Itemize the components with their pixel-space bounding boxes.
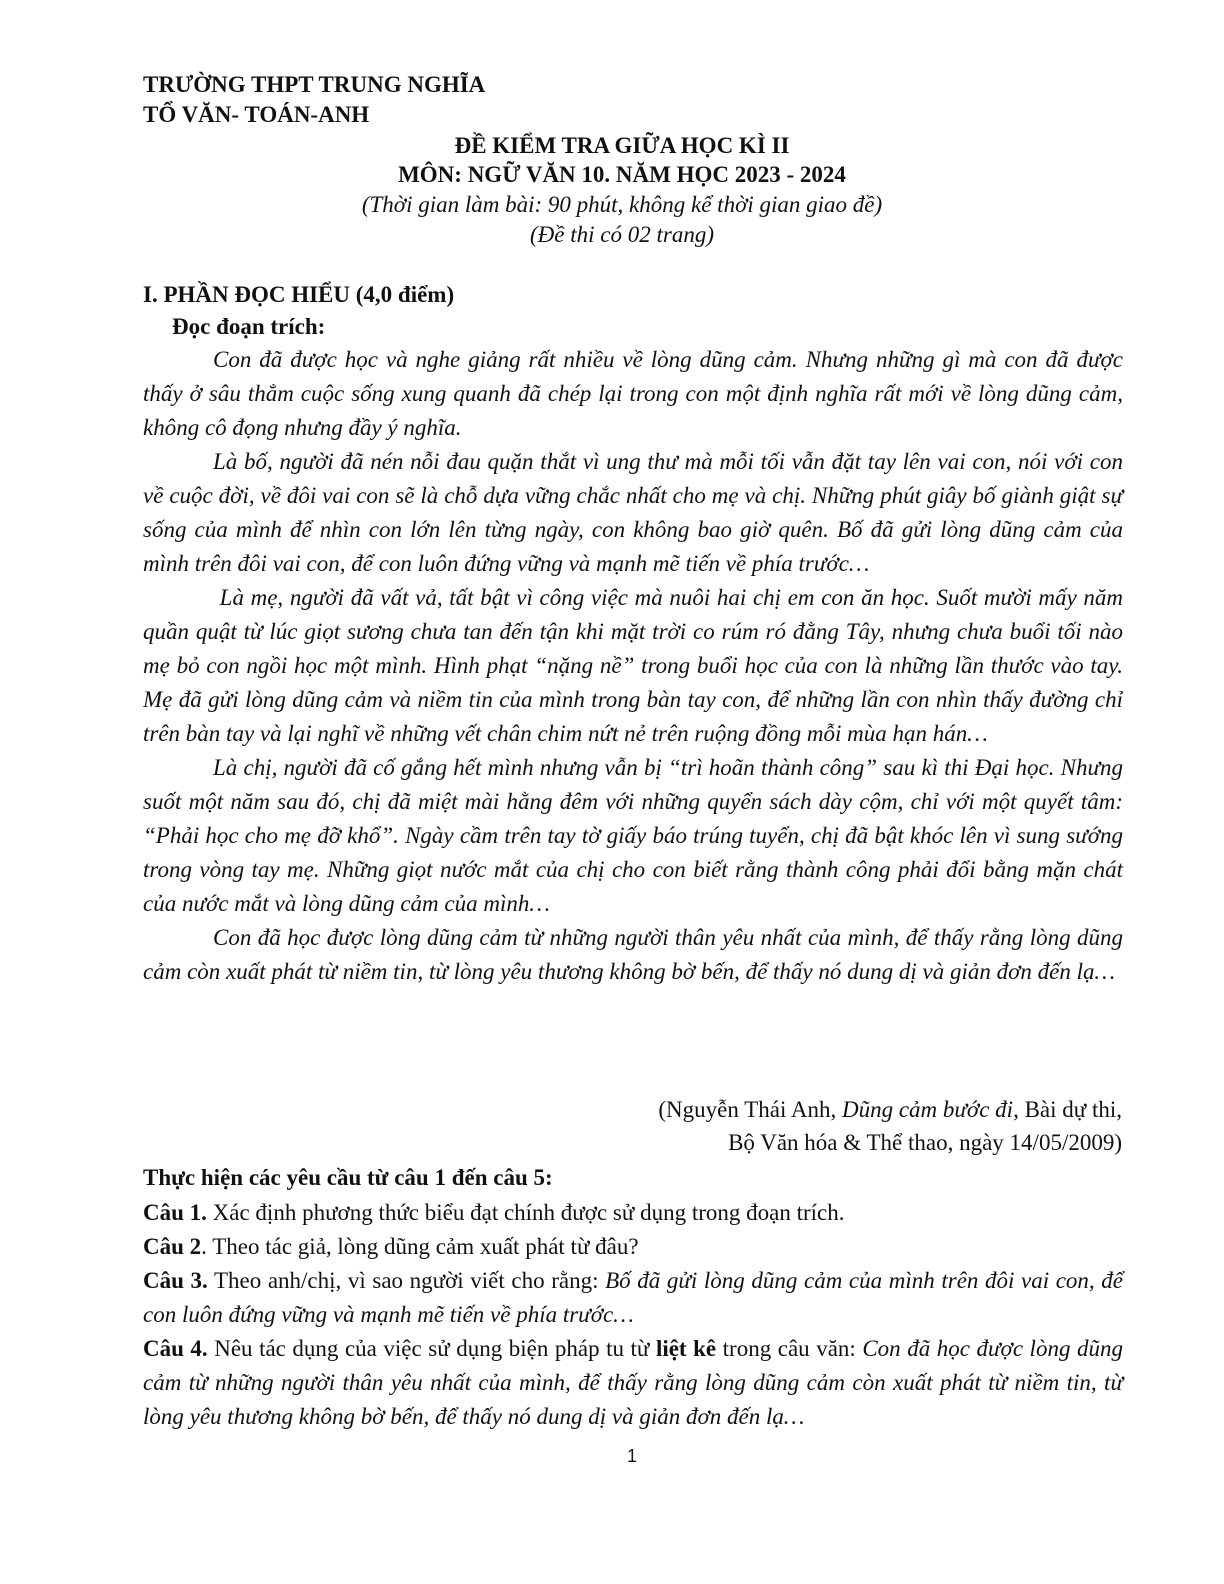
excerpt — [143, 343, 1123, 989]
question-4: Câu 4. Nêu tác dụng của việc sử dụng biện pháp tu từ liệt kê trong câu văn: Con đã học được lòng dũng cảm từ những người thân yêu nhất của mình, để thấy rằng lòng dũng cảm còn xuất phát từ niềm tin, từ lòng yêu thương không bờ bến, để thấy nó dung dị và giản đơn đến lạ… — [143, 1336, 1123, 1429]
question-3: Câu 3. Theo anh/chị, vì sao người viết cho rằng: Bố đã gửi lòng dũng cảm của mình trên đôi vai con, để con luôn đứng vững và mạnh mẽ tiến về phía trước… — [143, 1268, 1124, 1327]
excerpt-paragraph: Con đã được học và nghe giảng rất nhiều về lòng dũng cảm. Nhưng những gì mà con đã được thấy ở sâu thẳm cuộc sống xung quanh đã chép lại trong con một định nghĩa rất mới về lòng dũng cảm, không cô đọng nhưng đầy ý nghĩa. — [143, 347, 1123, 440]
question-2: Câu 2. Theo tác giả, lòng dũng cảm xuất phát từ đâu? — [143, 1234, 639, 1259]
subject-line: MÔN: NGỮ VĂN 10. NĂM HỌC 2023 - 2024 — [398, 162, 846, 187]
excerpt-paragraph: Là bố, người đã nén nỗi đau quặn thắt vì ung thư mà mỗi tối vẫn đặt tay lên vai con, nói với con về cuộc đời, về đôi vai con sẽ là chỗ dựa vững chắc nhất cho mẹ và chị. Những phút giây bố giành giật sự sống của mình để nhìn con lớn lên từng ngày, con không bao giờ quên. Bố đã gửi lòng dũng cảm của mình trên đôi vai con, để con luôn đứng vững và mạnh mẽ tiến về phía trước… — [143, 449, 1123, 576]
section-title: I. PHẦN ĐỌC HIỂU (4,0 điểm) — [143, 282, 455, 307]
pages-note: (Đề thi có 02 trang) — [530, 222, 714, 247]
source-title: Dũng cảm bước đi — [841, 1097, 1014, 1122]
source-line-1: (Nguyễn Thái Anh, Dũng cảm bước đi, Bài dự thi, — [658, 1097, 1122, 1122]
school-name: TRƯỜNG THPT TRUNG NGHĨA — [143, 72, 486, 97]
instructions: Thực hiện các yêu cầu từ câu 1 đến câu 5: — [143, 1165, 553, 1190]
excerpt-paragraph: Là chị, người đã cố gắng hết mình nhưng vẫn bị “trì hoãn thành công” sau kì thi Đại học. Nhưng suốt một năm sau đó, chị đã miệt mài hằng đêm với những quyển sách dày cộm, chỉ với một quyết tâm: “Phải học cho mẹ đỡ khổ”. Ngày cầm trên tay tờ giấy báo trúng tuyển, chị đã bật khóc lên vì sung sướng trong vòng tay mẹ. Những giọt nước mắt của chị cho con biết rằng thành công phải đổi bằng mặn chát của nước mắt và lòng dũng cảm của mình… — [143, 755, 1123, 916]
questions — [143, 1196, 1123, 1434]
read-label: Đọc đoạn trích: — [172, 314, 326, 339]
time-note: (Thời gian làm bài: 90 phút, không kể thời gian giao đề) — [361, 192, 883, 217]
exam-title: ĐỀ KIỂM TRA GIỮA HỌC KÌ II — [454, 133, 790, 158]
department-name: TỔ VĂN- TOÁN-ANH — [143, 102, 370, 127]
source-line-2: Bộ Văn hóa & Thể thao, ngày 14/05/2009) — [728, 1130, 1122, 1155]
excerpt-paragraph: Là mẹ, người đã vất vả, tất bật vì công việc mà nuôi hai chị em con ăn học. Suốt mười mấy năm quần quật từ lúc giọt sương chưa tan đến tận khi mặt trời co rúm ró đằng Tây, nhưng chưa buổi tối nào mẹ bỏ con ngồi học một mình. Hình phạt “nặng nề” trong buổi học của con là những lần thước vào tay. Mẹ đã gửi lòng dũng cảm và niềm tin của mình trong bàn tay con, để những lần con nhìn thấy đường chỉ trên bàn tay và lại nghĩ về những vết chân chim nứt nẻ trên ruộng đồng mỗi mùa hạn hán… — [143, 585, 1123, 746]
excerpt-paragraph: Con đã học được lòng dũng cảm từ những người thân yêu nhất của mình, để thấy rằng lòng dũng cảm còn xuất phát từ niềm tin, từ lòng yêu thương không bờ bến, để thấy nó dung dị và giản đơn đến lạ… — [143, 925, 1123, 984]
page-number: 1 — [626, 1446, 637, 1466]
question-1: Câu 1. Xác định phương thức biểu đạt chính được sử dụng trong đoạn trích. — [143, 1200, 845, 1225]
